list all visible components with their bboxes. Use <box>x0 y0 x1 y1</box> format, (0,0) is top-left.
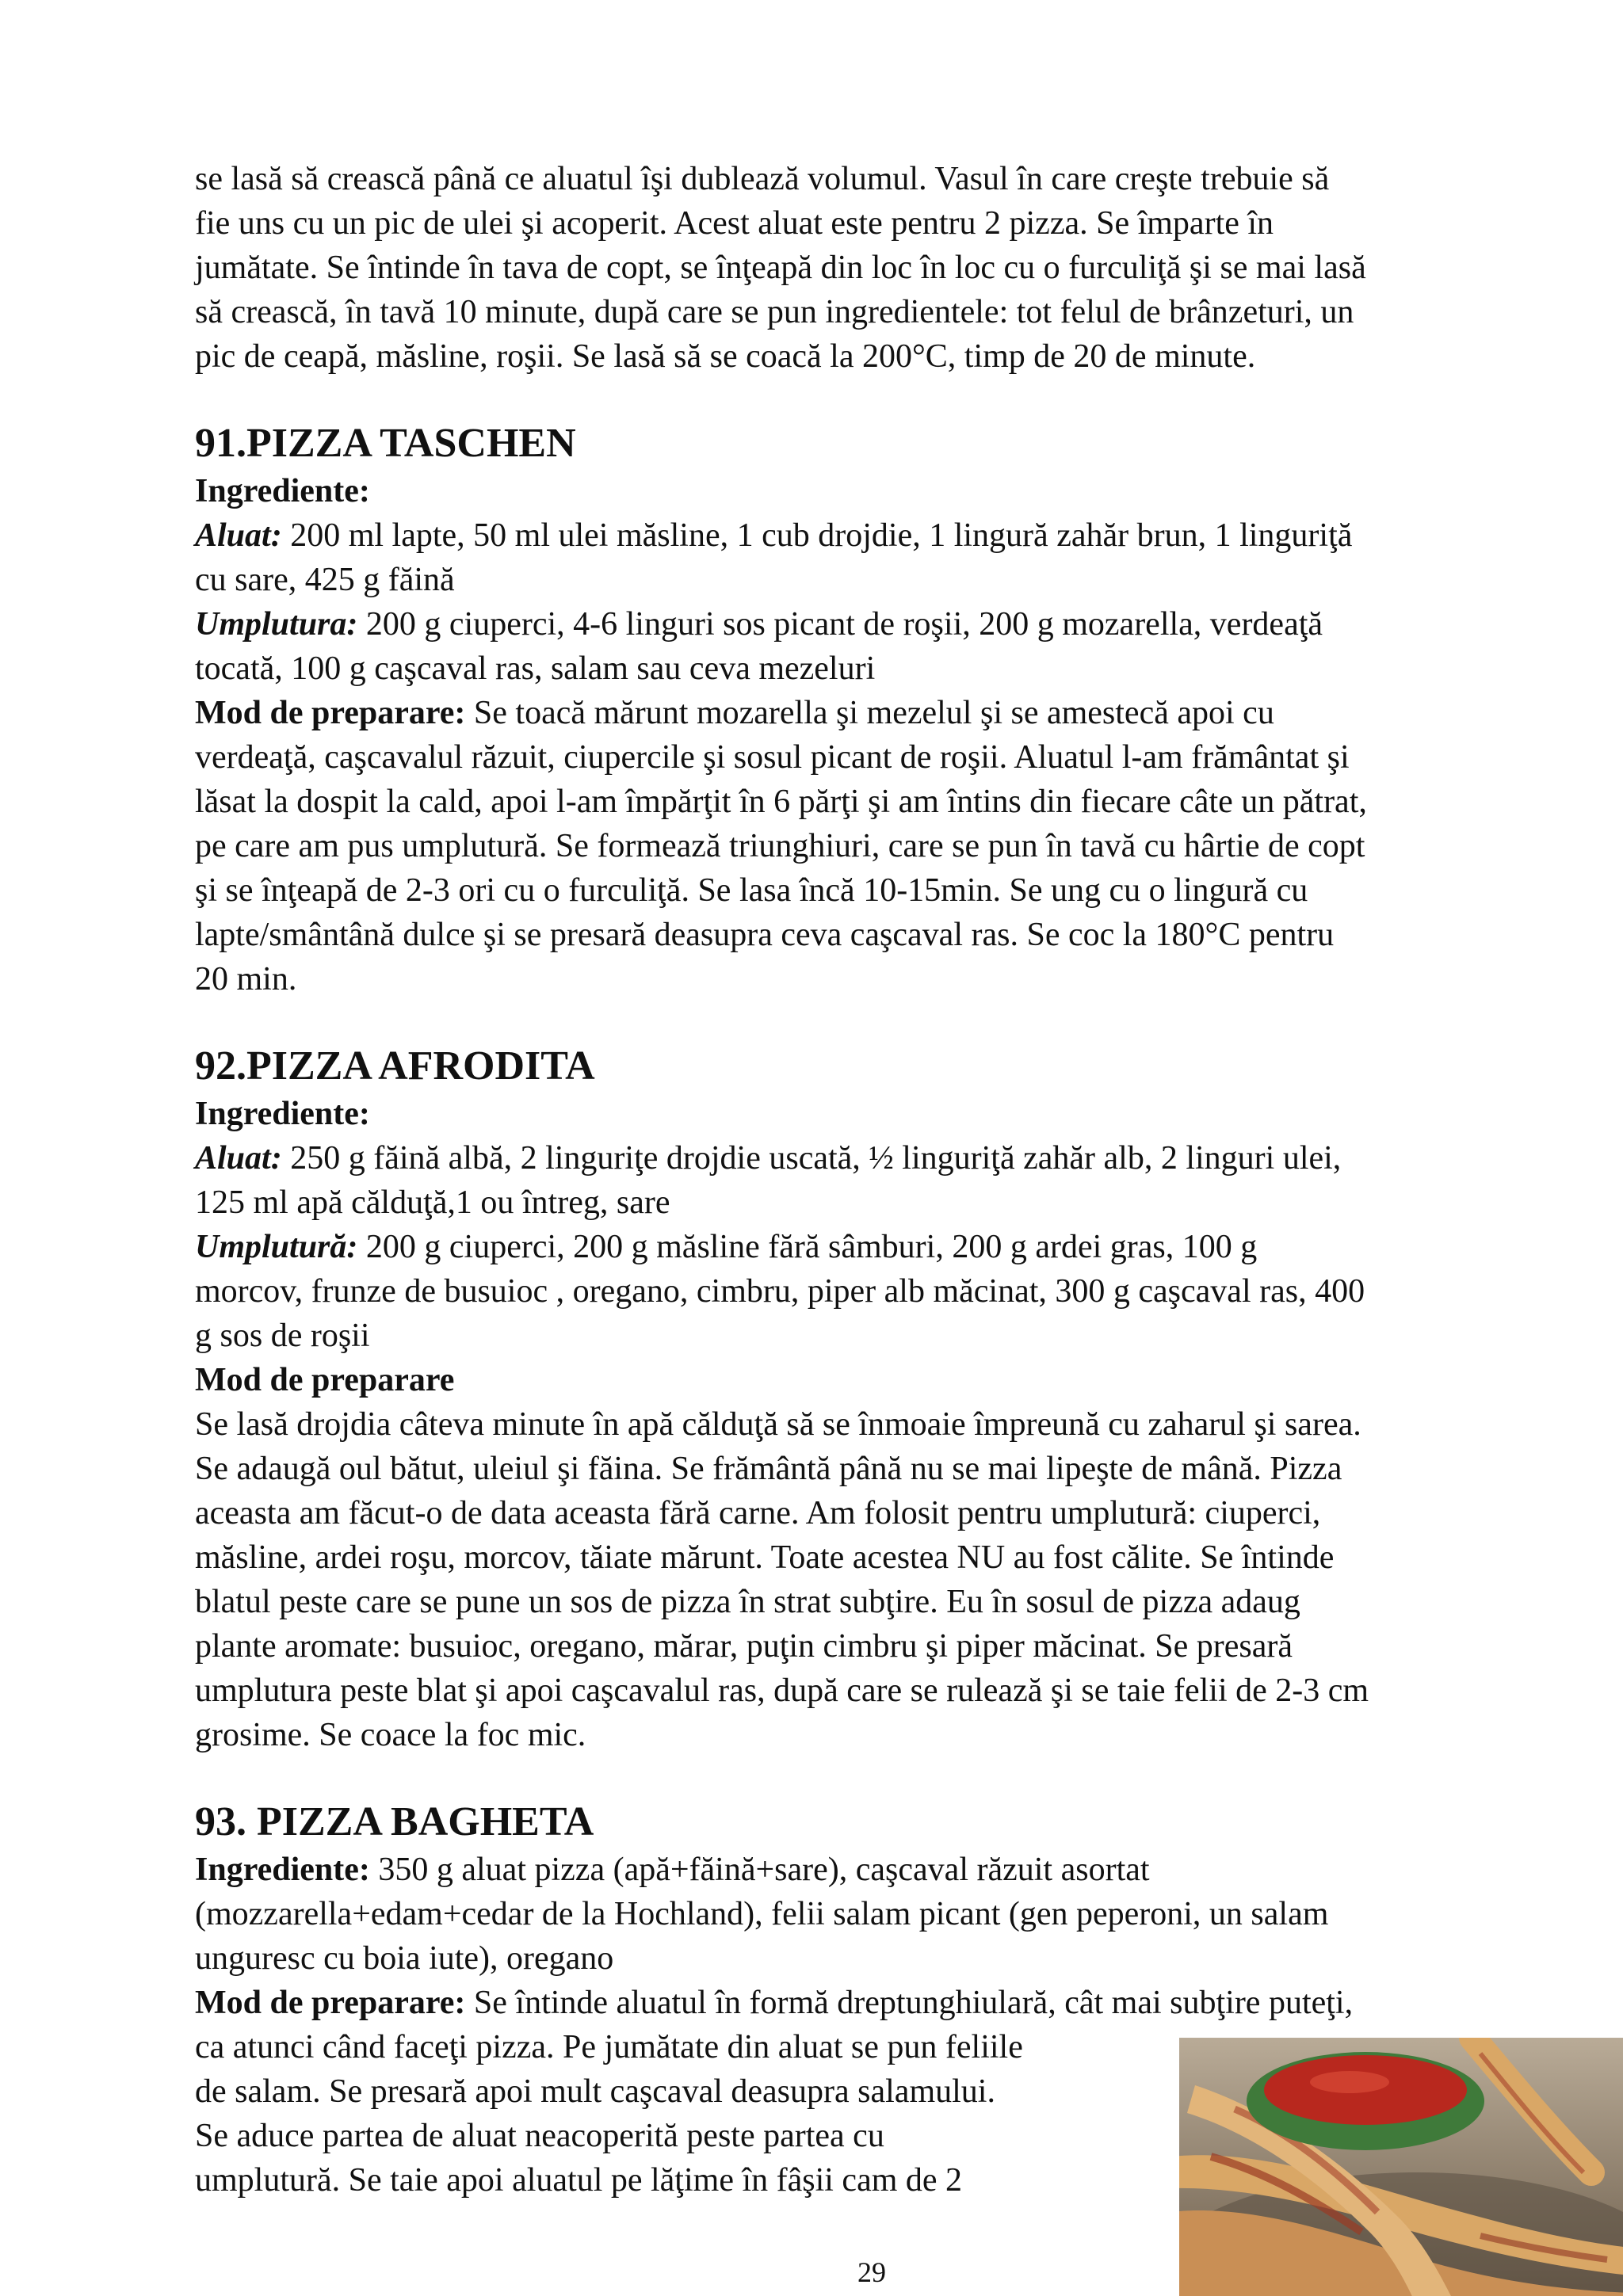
page-number-text: 29 <box>857 2256 886 2288</box>
recipe-92-mod-line: Se lasă drojdia câteva minute în apă călduţă să se înmoaie împreună cu zaharul şi sarea. <box>195 1406 1361 1443</box>
recipe-91-ingredients-label: Ingrediente: <box>195 473 370 509</box>
recipe-92-mod-label: Mod de preparare <box>195 1362 455 1398</box>
umplutura-label: Umplutură: <box>195 1229 358 1265</box>
recipe-92-aluat <box>195 1136 1542 1180</box>
recipe-92-umplutura-cont: g sos de roşii <box>195 1318 370 1354</box>
aluat-label: Aluat: <box>195 1140 282 1177</box>
recipe-93-ingredients-cont: (mozzarella+edam+cedar de la Hochland), felii salam picant (gen peperoni, un salam <box>195 1896 1329 1932</box>
aluat-text: 250 g făină albă, 2 linguriţe drojdie uscată, ½ linguriţă zahăr alb, 2 linguri ulei, <box>281 1140 1342 1177</box>
intro-line: pic de ceapă, măsline, roşii. Se lasă să se coacă la 200°C, timp de 20 de minute. <box>195 338 1256 375</box>
recipe-93-ingredients-cont: unguresc cu boia iute), oregano <box>195 1940 614 1977</box>
umplutura-text: 200 g ciuperci, 4-6 linguri sos picant de roşii, 200 g mozarella, verdeaţă <box>357 606 1323 643</box>
recipe-91-aluat <box>195 513 1542 558</box>
recipe-91-mod-line: pe care am pus umplutură. Se formează triunghiuri, care se pun în tavă cu hârtie de copt <box>195 828 1365 864</box>
ingredients-text: 350 g aluat pizza (apă+făină+sare), caşcaval răzuit asortat <box>369 1852 1150 1888</box>
intro-line: fie uns cu un pic de ulei şi acoperit. Acest aluat este pentru 2 pizza. Se împarte în <box>195 205 1274 242</box>
recipe-93-ingredients <box>195 1848 1542 1892</box>
mod-label: Mod de preparare: <box>195 695 466 731</box>
recipe-92-mod-line: umplutura peste blat şi apoi caşcavalul ras, după care se rulează şi se taie felii de 2-3 cm <box>195 1672 1369 1709</box>
intro-line: se lasă să crească până ce aluatul îşi dublează volumul. Vasul în care creşte trebuie să <box>195 161 1330 197</box>
recipe-92-mod-line: măsline, ardei roşu, morcov, tăiate mărunt. Toate acestea NU au fost călite. Se întinde <box>195 1539 1335 1576</box>
aluat-text: 200 ml lapte, 50 ml ulei măsline, 1 cub drojdie, 1 lingură zahăr brun, 1 linguriţă <box>281 517 1353 554</box>
recipe-91-mod-line: lapte/smântână dulce şi se presară deasupra ceva caşcaval ras. Se coc la 180°C pentru <box>195 917 1335 953</box>
recipe-91-umplutura-cont: tocată, 100 g caşcaval ras, salam sau ceva mezeluri <box>195 650 876 687</box>
recipe-93-mod-line: umplutură. Se taie apoi aluatul pe lăţime în fâşii cam de 2 <box>195 2162 963 2199</box>
mod-text: Se toacă mărunt mozarella şi mezelul şi se amestecă apoi cu <box>465 695 1274 731</box>
recipe-92-aluat-cont: 125 ml apă călduţă,1 ou întreg, sare <box>195 1184 670 1221</box>
recipe-92-mod-line: Se adaugă oul bătut, uleiul şi făina. Se frământă până nu se mai lipeşte de mână. Pizza <box>195 1451 1342 1487</box>
recipe-91-aluat-cont: cu sare, 425 g făină <box>195 562 455 598</box>
recipe-92-mod-line: aceasta am făcut-o de data aceasta fără carne. Am folosit pentru umplutură: ciuperci, <box>195 1495 1321 1531</box>
recipe-91-mod <box>195 691 1542 735</box>
recipe-92-ingredients-label: Ingrediente: <box>195 1096 370 1132</box>
recipe-91-mod-line: 20 min. <box>195 961 297 997</box>
recipe-91-title: 91.PIZZA TASCHEN <box>195 421 576 466</box>
aluat-label: Aluat: <box>195 517 282 554</box>
recipe-93-mod-line: Se aduce partea de aluat neacoperită peste partea cu <box>195 2118 884 2154</box>
recipe-93-mod <box>195 1981 1542 2025</box>
recipe-93-mod-line: de salam. Se presară apoi mult caşcaval deasupra salamului. <box>195 2073 995 2110</box>
mod-text: Se întinde aluatul în formă dreptunghiulară, cât mai subţire puteţi, <box>465 1985 1354 2021</box>
recipe-92-mod-line: grosime. Se coace la foc mic. <box>195 1717 586 1753</box>
ingredients-label: Ingrediente: <box>195 1852 370 1888</box>
recipe-91-mod-line: verdeaţă, caşcavalul răzuit, ciupercile şi sosul picant de roşii. Aluatul l-am frământat şi <box>195 739 1350 776</box>
umplutura-label: Umplutura: <box>195 606 358 643</box>
page-content <box>195 157 1542 2203</box>
recipe-92-umplutura-cont: morcov, frunze de busuioc , oregano, cimbru, piper alb măcinat, 300 g caşcaval ras, 400 <box>195 1273 1365 1310</box>
umplutura-text: 200 g ciuperci, 200 g măsline fără sâmburi, 200 g ardei gras, 100 g <box>357 1229 1258 1265</box>
recipe-91-mod-line: şi se înţeapă de 2-3 ori cu o furculiţă. Se lasa încă 10-15min. Se ung cu o lingură cu <box>195 872 1308 909</box>
sauce-highlight <box>1310 2071 1389 2093</box>
recipe-92-mod-line: blatul peste care se pune un sos de pizza în strat subţire. Eu în sosul de pizza adaug <box>195 1584 1300 1620</box>
recipe-92-mod-line: plante aromate: busuioc, oregano, mărar, puţin cimbru şi piper măcinat. Se presară <box>195 1628 1293 1665</box>
page-number <box>0 2256 1623 2288</box>
recipe-93-title: 93. PIZZA BAGHETA <box>195 1799 594 1844</box>
mod-label: Mod de preparare: <box>195 1985 466 2021</box>
recipe-91-umplutura <box>195 602 1542 646</box>
recipe-92-title: 92.PIZZA AFRODITA <box>195 1043 595 1089</box>
recipe-93-mod-line: ca atunci când faceţi pizza. Pe jumătate din aluat se pun feliile <box>195 2029 1023 2065</box>
intro-line: jumătate. Se întinde în tava de copt, se înţeapă din loc în loc cu o furculiţă şi se mai lasă <box>195 250 1366 286</box>
recipe-91-mod-line: lăsat la dospit la cald, apoi l-am împărţit în 6 părţi şi am întins din fiecare câte un pătrat, <box>195 784 1367 820</box>
intro-line: să crească, în tavă 10 minute, după care se pun ingredientele: tot felul de brânzeturi, un <box>195 294 1354 330</box>
recipe-92-umplutura <box>195 1225 1542 1269</box>
